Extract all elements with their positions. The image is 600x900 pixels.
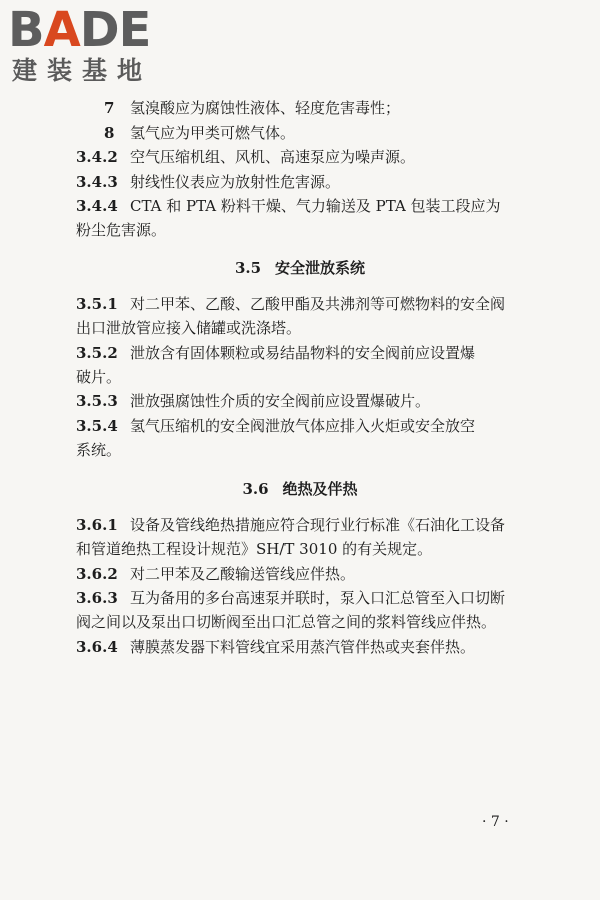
clause (76, 341, 546, 365)
list-item (104, 121, 554, 145)
clause-number: 3.6.1 (76, 516, 118, 534)
section-heading (0, 256, 600, 280)
clause-continuation: 阀之间以及泵出口切断阀至出口汇总管之间的浆料管线应伴热。 (76, 613, 497, 631)
clause (76, 414, 546, 438)
clause-number: 3.5.1 (76, 295, 118, 313)
list-item-text: 氢气应为甲类可燃气体。 (130, 124, 296, 142)
section-title: 绝热及伴热 (282, 480, 358, 498)
clause (76, 145, 546, 169)
clause-number: 3.5.2 (76, 344, 118, 362)
clause-text: 薄膜蒸发器下料管线宜采用蒸汽管伴热或夹套伴热。 (130, 638, 476, 656)
clause (76, 586, 546, 610)
clause-number: 3.4.4 (76, 197, 118, 215)
section-number: 3.5 (234, 259, 262, 277)
clause-number: 3.6.3 (76, 589, 118, 607)
clause-continuation: 破片。 (76, 368, 122, 386)
logo-wordmark: BADE (8, 2, 151, 58)
clause (76, 170, 546, 194)
clause (76, 562, 546, 586)
clause-continuation: 系统。 (76, 441, 122, 459)
clause-number: 3.4.2 (76, 148, 118, 166)
list-item (104, 96, 554, 120)
section-number: 3.6 (242, 480, 269, 498)
clause (76, 513, 546, 537)
clause-text: 互为备用的多台高速泵并联时，泵入口汇总管至入口切断 (130, 589, 506, 607)
clause-number: 3.4.3 (76, 173, 118, 191)
section-heading (0, 477, 600, 501)
clause-text: CTA 和 PTA 粉料干燥、气力输送及 PTA 包装工段应为 (130, 197, 501, 215)
clause-number: 3.6.4 (76, 638, 118, 656)
clause-text: 泄放强腐蚀性介质的安全阀前应设置爆破片。 (130, 392, 431, 410)
clause-text: 泄放含有固体颗粒或易结晶物料的安全阀前应设置爆 (130, 344, 476, 362)
list-item-number: 8 (104, 124, 115, 142)
page-number: · 7 · (482, 814, 509, 830)
clause-text: 空气压缩机组、风机、高速泵应为噪声源。 (130, 148, 416, 166)
clause-text: 设备及管线绝热措施应符合现行业行标准《石油化工设备 (130, 516, 506, 534)
list-item-text: 氢溴酸应为腐蚀性液体、轻度危害毒性； (130, 99, 401, 117)
clause-text: 对二甲苯及乙酸输送管线应伴热。 (130, 565, 356, 583)
clause-continuation: 出口泄放管应接入储罐或洗涤塔。 (76, 319, 302, 337)
clause-continuation: 和管道绝热工程设计规范》SH/T 3010 的有关规定。 (76, 540, 433, 558)
clause (76, 635, 546, 659)
list-item-number: 7 (104, 99, 115, 117)
clause-number: 3.5.4 (76, 417, 118, 435)
logo-subtitle: 建装基地 (12, 56, 153, 85)
clause (76, 389, 546, 413)
clause-number: 3.6.2 (76, 565, 118, 583)
clause (76, 194, 546, 218)
clause-number: 3.5.3 (76, 392, 118, 410)
clause (76, 292, 546, 316)
section-title: 安全泄放系统 (275, 259, 366, 277)
clause-text: 氢气压缩机的安全阀泄放气体应排入火炬或安全放空 (130, 417, 476, 435)
clause-text: 对二甲苯、乙酸、乙酸甲酯及共沸剂等可燃物料的安全阀 (130, 295, 506, 313)
clause-text: 射线性仪表应为放射性危害源。 (130, 173, 341, 191)
clause-continuation: 粉尘危害源。 (76, 221, 167, 239)
